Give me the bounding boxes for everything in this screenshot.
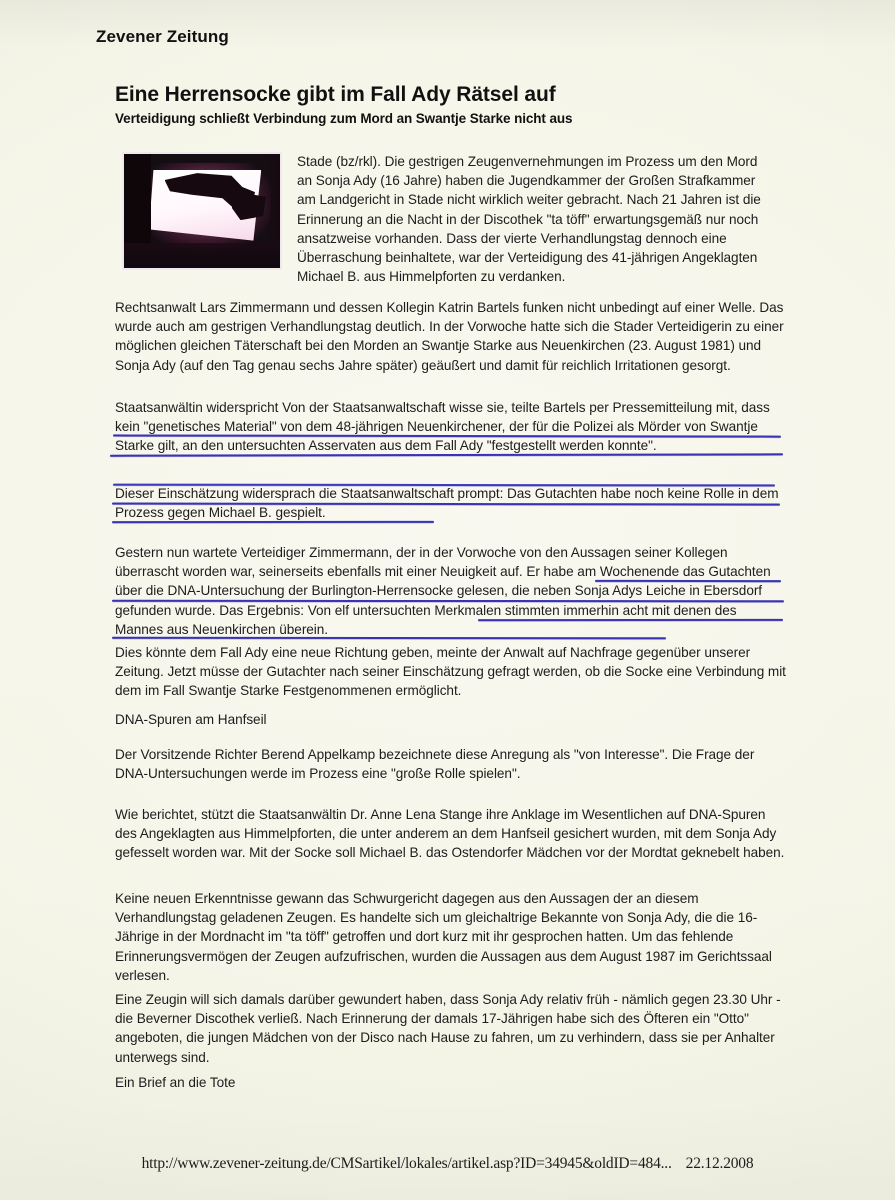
article-subheadline: Verteidigung schließt Verbindung zum Mord an Swantje Starke nicht aus — [115, 111, 573, 126]
article-headline: Eine Herrensocke gibt im Fall Ady Rätsel auf — [115, 83, 556, 106]
paragraph-4: Dieser Einschätzung widersprach die Staatsanwaltschaft prompt: Das Gutachten habe noch keine Rolle in dem Prozess gegen Michael B. gespielt. — [115, 486, 779, 521]
footer-url: http://www.zevener-zeitung.de/CMSartikel/lokales/artikel.asp?ID=34945&oldID=484... — [141, 1155, 672, 1172]
paragraph-8: Wie berichtet, stützt die Staatsanwältin Dr. Anne Lena Stange ihre Anklage im Wesentlichen auf DNA-Spuren des Angeklagten aus Himmelpforten, die unter anderem an dem Hanfseil gesichert wurden, mit dem Sonja Ady gefesselt worden war. Mit der Socke soll Michael B. das Ostendorfer Mädchen vor der Mordtat geknebelt haben. — [115, 807, 785, 861]
paragraph-2: Rechtsanwalt Lars Zimmermann und dessen Kollegin Katrin Bartels funken nicht unbedingt auf einer Welle. Das wurde auch am gestrigen Verhandlungstag deutlich. In der Vorwoche hatte sich die Stader Verteidigerin zu einer möglichen gleichen Täterschaft bei den Morden an Swantje Starke aus Neuenkirchen (23. August 1981) und Sonja Ady (auf den Tag genau sechs Jahre später) geäußert und damit für reichlich Irritationen gesorgt. — [115, 300, 784, 373]
paragraph-10: Eine Zeugin will sich damals darüber gewundert haben, dass Sonja Ady relativ früh - nämlich gegen 23.30 Uhr - die Beverner Discothek verließ. Nach Erinnerung der damals 17-Jährigen habe sich des Öfteren ein "Otto" angeboten, die jungen Mädchen von der Disco nach Hause zu fahren, um zu verhindern, dass sie per Anhalter unterwegs sind. — [115, 992, 781, 1065]
article-photo — [122, 152, 282, 270]
paragraph-6: Dies könnte dem Fall Ady eine neue Richtung geben, meinte der Anwalt auf Nachfrage gegenüber unserer Zeitung. Jetzt müsse der Gutachter nach seiner Einschätzung gefragt werden, ob die Socke eine Verbindung mit dem im Fall Swantje Starke Festgenommenen ermöglicht. — [115, 645, 786, 699]
paragraph-3: Staatsanwältin widerspricht Von der Staatsanwaltschaft wisse sie, teilte Bartels per Pressemitteilung mit, dass kein "genetisches Material" von dem 48-jährigen Neuenkirchener, der für die Polizei als Mörder von Swantje Starke gilt, an den untersuchten Asservaten aus dem Fall Ady "festgestellt werden konnte". — [115, 400, 770, 454]
paragraph-7: Der Vorsitzende Richter Berend Appelkamp bezeichnete diese Anregung als "von Interesse". Die Frage der DNA-Untersuchungen werde im Prozess eine "große Rolle spielen". — [115, 747, 755, 782]
page-footer — [75, 1155, 820, 1173]
subheading-ein-brief: Ein Brief an die Tote — [115, 1075, 236, 1090]
masthead-title: Zevener Zeitung — [96, 27, 229, 46]
paragraph-lead: Stade (bz/rkl). Die gestrigen Zeugenvernehmungen im Prozess um den Mord an Sonja Ady (16 Jahre) haben die Jugendkammer der Großen Strafkammer am Landgericht in Stade nicht wirklich weiter gebracht. Nach 21 Jahren ist die Erinnerung an die Nacht in der Discothek "ta töff" erwartungsgemäß nur noch ansatzweise vorhanden. Dass der vierte Verhandlungstag dennoch eine Überraschung beinhaltete, war der Verteidigung des 41-jährigen Angeklagten Michael B. aus Himmelpforten zu verdanken. — [297, 154, 761, 285]
paragraph-9: Keine neuen Erkenntnisse gewann das Schwurgericht dagegen aus den Aussagen der an diesem Verhandlungstag geladenen Zeugen. Es handelte sich um gleichaltrige Bekannte von Sonja Ady, die die 16-Jährige in der Mordnacht im "ta töff" getroffen und dort kurz mit ihr gesprochen hatten. Um das fehlende Erinnerungsvermögen der Zeugen aufzufrischen, wurden die Aussagen aus dem August 1987 im Gerichtssaal verlesen. — [115, 891, 772, 983]
paragraph-5: Gestern nun wartete Verteidiger Zimmermann, der in der Vorwoche von den Aussagen seiner Kollegen überrascht worden war, seinerseits ebenfalls mit einer Neuigkeit auf. Er habe am Wochenende das Gutachten über die DNA-Untersuchung der Burlington-Herrensocke gelesen, die neben Sonja Adys Leiche in Ebersdorf gefunden wurde. Das Ergebnis: Von elf untersuchten Merkmalen stimmten immerhin acht mit denen des Mannes aus Neuenkirchen überein. — [115, 545, 771, 637]
footer-date: 22.12.2008 — [685, 1155, 754, 1172]
photo-content — [124, 154, 280, 268]
subheading-dna-spuren: DNA-Spuren am Hanfseil — [115, 712, 267, 727]
photo-dark-bottom-edge — [124, 243, 280, 268]
